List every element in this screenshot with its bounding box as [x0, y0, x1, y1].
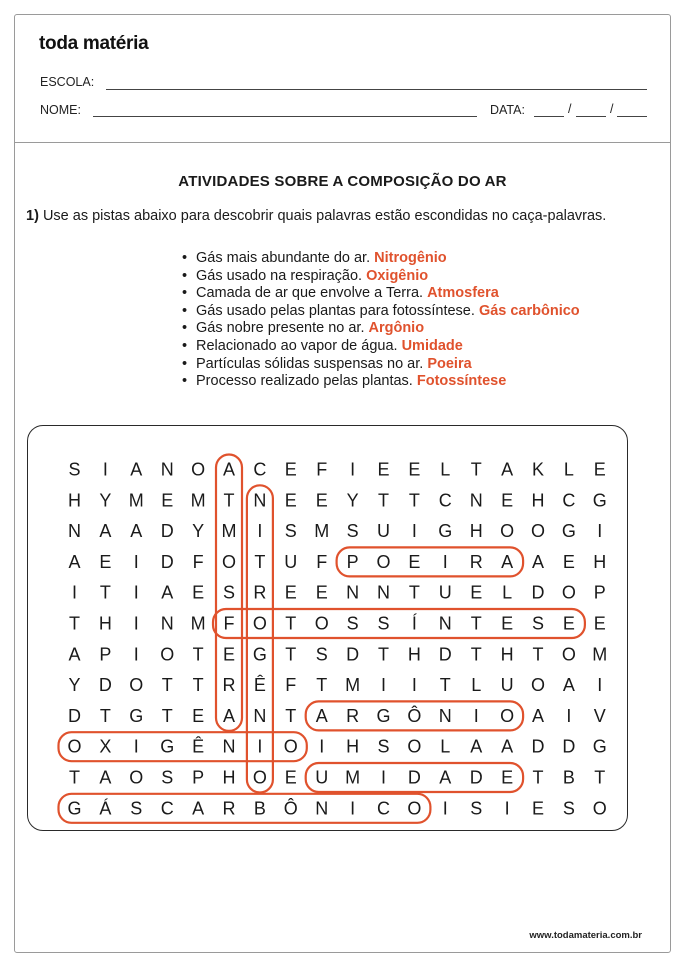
clue-text: Gás nobre presente no ar. — [196, 320, 369, 337]
grid-letter: O — [129, 767, 144, 788]
grid-letter: Ô — [283, 798, 298, 819]
grid-letter: A — [68, 644, 81, 665]
grid-letter: E — [562, 613, 575, 634]
grid-letter: R — [253, 582, 267, 603]
grid-letter: T — [594, 767, 606, 788]
grid-letter: U — [500, 675, 514, 696]
grid-letter: M — [128, 490, 144, 511]
grid-letter: L — [440, 736, 451, 757]
grid-letter: I — [597, 675, 603, 696]
grid-letter: S — [130, 798, 143, 819]
grid-letter: Ô — [407, 705, 422, 726]
grid-letter: T — [470, 613, 482, 634]
grid-letter: M — [190, 613, 206, 634]
grid-letter: S — [346, 613, 359, 634]
grid-letter: T — [99, 582, 111, 603]
grid-letter: I — [350, 798, 356, 819]
grid-letter: U — [284, 551, 298, 572]
grid-letter: E — [562, 551, 575, 572]
grid-letter: R — [469, 551, 483, 572]
grid-letter: O — [592, 798, 607, 819]
grid-letter: E — [284, 582, 297, 603]
date-separator: / — [568, 102, 572, 116]
grid-letter: G — [561, 521, 576, 542]
grid-letter: G — [376, 705, 391, 726]
grid-letter: T — [285, 613, 297, 634]
grid-letter: A — [562, 675, 575, 696]
grid-letter: A — [531, 551, 545, 572]
page-title: ATIVIDADES SOBRE A COMPOSIÇÃO DO AR — [178, 173, 507, 190]
grid-letter: A — [192, 798, 205, 819]
grid-letter: A — [222, 459, 236, 480]
grid-letter: O — [283, 736, 298, 757]
grid-letter: T — [99, 705, 111, 726]
question-number: 1) — [26, 208, 39, 224]
grid-letter: E — [501, 490, 514, 511]
grid-letter: I — [566, 705, 572, 726]
bullet-icon: • — [182, 267, 188, 284]
grid-letter: U — [315, 767, 329, 788]
grid-letter: O — [376, 551, 391, 572]
grid-letter: O — [252, 767, 267, 788]
grid-letter: C — [438, 490, 452, 511]
grid-letter: E — [315, 490, 328, 511]
grid-letter: T — [285, 644, 297, 665]
grid-letter: D — [531, 582, 545, 603]
grid-letter: D — [160, 551, 174, 572]
grid-letter: N — [160, 613, 174, 634]
grid-letter: T — [439, 675, 451, 696]
grid-letter: G — [252, 644, 267, 665]
grid-letter: N — [438, 613, 452, 634]
grid-letter: P — [593, 582, 606, 603]
grid-letter: E — [408, 459, 421, 480]
grid-letter: T — [161, 705, 173, 726]
grid-letter: I — [319, 736, 325, 757]
clue-answer: Nitrogênio — [374, 250, 447, 266]
grid-letter: Á — [99, 798, 112, 819]
grid-letter: A — [99, 521, 112, 542]
grid-letter: E — [99, 551, 112, 572]
grid-letter: O — [500, 705, 515, 726]
grid-letter: Í — [411, 613, 417, 634]
grid-letter: T — [161, 675, 173, 696]
grid-letter: N — [346, 582, 360, 603]
grid-letter: G — [160, 736, 175, 757]
grid-letter: I — [257, 736, 263, 757]
grid-letter: A — [99, 767, 112, 788]
grid-letter: A — [130, 521, 143, 542]
grid-letter: O — [500, 521, 515, 542]
grid-letter: D — [407, 767, 421, 788]
grid-letter: O — [407, 736, 422, 757]
grid-letter: E — [222, 644, 236, 665]
grid-letter: S — [377, 736, 390, 757]
grid-letter: A — [439, 767, 452, 788]
grid-letter: E — [161, 490, 174, 511]
grid-letter: P — [192, 767, 205, 788]
grid-letter: O — [67, 736, 82, 757]
grid-letter: M — [314, 521, 330, 542]
grid-letter: F — [316, 551, 328, 572]
grid-letter: X — [99, 736, 112, 757]
grid-letter: G — [129, 705, 144, 726]
grid-letter: O — [561, 582, 576, 603]
bullet-icon: • — [182, 250, 188, 266]
grid-letter: G — [438, 521, 453, 542]
grid-letter: E — [192, 582, 205, 603]
grid-letter: C — [253, 459, 267, 480]
clue-answer: Argônio — [368, 320, 425, 337]
grid-letter: Y — [99, 490, 112, 511]
grid-letter: D — [68, 705, 81, 726]
grid-letter: I — [257, 521, 263, 542]
grid-letter: H — [593, 551, 607, 572]
grid-letter: A — [161, 582, 174, 603]
grid-letter: E — [315, 582, 328, 603]
grid-letter: T — [316, 675, 328, 696]
grid-letter: Y — [346, 490, 359, 511]
grid-letter: I — [597, 521, 603, 542]
grid-letter: T — [192, 644, 204, 665]
grid-letter: L — [563, 459, 574, 480]
grid-letter: S — [346, 521, 359, 542]
grid-letter: N — [68, 521, 81, 542]
grid-letter: O — [160, 644, 175, 665]
grid-letter: O — [221, 551, 237, 572]
grid-letter: S — [531, 613, 545, 634]
grid-letter: I — [133, 582, 139, 603]
grid-letter: D — [469, 767, 483, 788]
grid-letter: I — [71, 582, 78, 603]
clue-text: Gás usado na respiração. — [196, 267, 367, 284]
clue-text: Gás mais abundante do ar. — [196, 250, 375, 266]
grid-letter: M — [190, 490, 206, 511]
grid-letter: E — [192, 705, 205, 726]
grid-letter: A — [315, 705, 328, 726]
grid-letter: H — [531, 490, 545, 511]
highlight-gáscarbônico — [59, 794, 431, 823]
grid-letter: O — [407, 798, 422, 819]
grid-letter: S — [161, 767, 174, 788]
grid-letter: I — [442, 798, 448, 819]
grid-letter: C — [160, 798, 174, 819]
highlight-fotossíntese — [213, 609, 585, 638]
clue-text: Partículas sólidas suspensas no ar. — [196, 355, 428, 372]
grid-letter: E — [470, 582, 483, 603]
clue-answer: Poeira — [427, 355, 472, 372]
grid-letter: Ê — [253, 675, 266, 696]
grid-letter: Y — [192, 521, 205, 542]
grid-letter: O — [561, 644, 576, 665]
grid-letter: A — [501, 551, 514, 572]
grid-letter: T — [285, 705, 297, 726]
grid-letter: H — [98, 613, 112, 634]
grid-letter: I — [133, 736, 139, 757]
grid-letter: V — [593, 705, 606, 726]
grid-letter: N — [377, 582, 390, 603]
grid-letter: U — [377, 521, 390, 542]
grid-letter: N — [222, 736, 236, 757]
grid-letter: S — [284, 521, 297, 542]
grid-letter: I — [133, 551, 139, 572]
grid-letter: I — [102, 459, 108, 480]
grid-letter: I — [133, 644, 139, 665]
grid-letter: M — [592, 644, 608, 665]
grid-letter: E — [593, 613, 606, 634]
grid-letter: C — [562, 490, 576, 511]
grid-letter: E — [284, 459, 297, 480]
grid-letter: E — [408, 551, 421, 572]
grid-letter: R — [222, 675, 236, 696]
grid-letter: I — [411, 521, 417, 542]
grid-letter: E — [593, 459, 606, 480]
grid-letter: O — [314, 613, 329, 634]
grid-letter: D — [160, 521, 174, 542]
grid-letter: N — [438, 705, 452, 726]
grid-letter: T — [408, 582, 420, 603]
grid-letter: N — [253, 705, 267, 726]
grid-letter: F — [223, 613, 235, 634]
grid-letter: Ê — [192, 736, 205, 757]
grid-letter: A — [470, 736, 483, 757]
grid-letter: T — [378, 644, 389, 665]
bullet-icon: • — [182, 320, 188, 337]
clue-answer: Gás carbônico — [478, 302, 580, 319]
grid-letter: D — [346, 644, 360, 665]
grid-letter: T — [223, 490, 235, 511]
grid-letter: G — [592, 736, 607, 757]
clue-text: Relacionado ao vapor de água. — [196, 337, 402, 354]
date-label: DATA: — [490, 103, 525, 117]
grid-letter: O — [530, 675, 546, 696]
bullet-icon: • — [182, 355, 188, 372]
grid-letter: T — [69, 767, 80, 788]
grid-letter: T — [532, 767, 544, 788]
grid-letter: O — [129, 675, 144, 696]
grid-letter: G — [67, 798, 82, 819]
grid-letter: S — [68, 459, 81, 480]
grid-letter: I — [380, 767, 387, 788]
grid-letter: I — [504, 798, 510, 819]
grid-letter: E — [377, 459, 390, 480]
grid-letter: H — [407, 644, 421, 665]
grid-letter: A — [130, 459, 143, 480]
highlight-poeira — [337, 547, 523, 576]
grid-letter: I — [442, 551, 448, 572]
clue-answer: Umidade — [401, 337, 463, 354]
grid-letter: G — [592, 490, 607, 511]
grid-letter: H — [222, 767, 236, 788]
grid-letter: T — [408, 490, 420, 511]
grid-letter: M — [345, 675, 361, 696]
footer-url: www.todamateria.com.br — [529, 930, 642, 941]
grid-letter: S — [562, 798, 575, 819]
grid-letter: A — [222, 705, 236, 726]
grid-letter: T — [470, 644, 482, 665]
grid-letter: F — [192, 551, 204, 572]
clue-text: Camada de ar que envolve a Terra. — [196, 285, 428, 302]
grid-letter: I — [380, 675, 387, 696]
grid-letter: L — [471, 675, 482, 696]
grid-letter: S — [377, 613, 390, 634]
grid-letter: T — [470, 459, 482, 480]
grid-letter: R — [346, 705, 360, 726]
brand-logo: toda matéria — [39, 33, 149, 54]
grid-letter: T — [254, 551, 266, 572]
grid-letter: O — [191, 459, 206, 480]
clue-answer: Oxigênio — [366, 267, 429, 284]
grid-letter: H — [500, 644, 514, 665]
grid-letter: T — [532, 644, 544, 665]
question-prompt: Use as pistas abaixo para descobrir quais palavras estão escondidas no caça-palavras. — [42, 208, 607, 224]
school-label: ESCOLA: — [40, 75, 95, 89]
grid-letter: T — [378, 490, 389, 511]
grid-letter: O — [252, 613, 267, 634]
grid-letter: H — [68, 490, 81, 511]
grid-letter: S — [222, 582, 236, 603]
grid-letter: M — [221, 521, 237, 542]
grid-letter: H — [469, 521, 483, 542]
grid-letter: L — [502, 582, 513, 603]
grid-letter: M — [345, 767, 361, 788]
grid-letter: I — [133, 613, 139, 634]
name-label: NOME: — [40, 103, 81, 117]
grid-letter: A — [531, 705, 545, 726]
grid-letter: K — [531, 459, 545, 480]
bullet-icon: • — [182, 302, 188, 319]
grid-letter: N — [469, 490, 483, 511]
grid-letter: T — [69, 613, 80, 634]
grid-letter: E — [501, 767, 514, 788]
grid-letter: P — [99, 644, 112, 665]
bullet-icon: • — [182, 285, 188, 302]
grid-letter: I — [411, 675, 417, 696]
grid-letter: I — [350, 459, 356, 480]
grid-letter: D — [438, 644, 452, 665]
grid-letter: F — [285, 675, 297, 696]
grid-letter: A — [501, 736, 514, 757]
grid-letter: B — [253, 798, 266, 819]
clue-answer: Atmosfera — [427, 285, 499, 302]
date-separator: / — [610, 102, 614, 116]
grid-letter: S — [315, 644, 328, 665]
grid-letter: T — [192, 675, 204, 696]
grid-letter: A — [68, 551, 81, 572]
grid-letter: N — [160, 459, 174, 480]
grid-letter: H — [346, 736, 360, 757]
grid-letter: D — [562, 736, 576, 757]
grid-letter: D — [531, 736, 545, 757]
grid-letter: N — [315, 798, 329, 819]
clue-text: Gás usado pelas plantas para fotossíntese. — [196, 302, 479, 319]
grid-letter: E — [284, 490, 297, 511]
grid-letter: F — [316, 459, 328, 480]
grid-letter: E — [531, 798, 545, 819]
grid-letter: D — [98, 675, 112, 696]
grid-letter: E — [501, 613, 514, 634]
grid-letter: E — [284, 767, 297, 788]
clue-answer: Fotossíntese — [416, 373, 507, 390]
grid-letter: O — [530, 521, 546, 542]
clue-text: Processo realizado pelas plantas. — [196, 373, 417, 390]
grid-letter: B — [562, 767, 575, 788]
bullet-icon: • — [182, 337, 188, 354]
bullet-icon: • — [182, 373, 188, 390]
highlight-oxigênio — [59, 732, 307, 761]
grid-letter: A — [501, 459, 514, 480]
grid-letter: N — [253, 490, 267, 511]
grid-letter: U — [438, 582, 452, 603]
grid-letter: S — [470, 798, 483, 819]
grid-letter: C — [377, 798, 390, 819]
grid-letter: I — [473, 705, 479, 726]
grid-letter: P — [346, 551, 359, 572]
grid-letter: Y — [68, 675, 81, 696]
grid-letter: R — [222, 798, 236, 819]
grid-letter: L — [440, 459, 451, 480]
